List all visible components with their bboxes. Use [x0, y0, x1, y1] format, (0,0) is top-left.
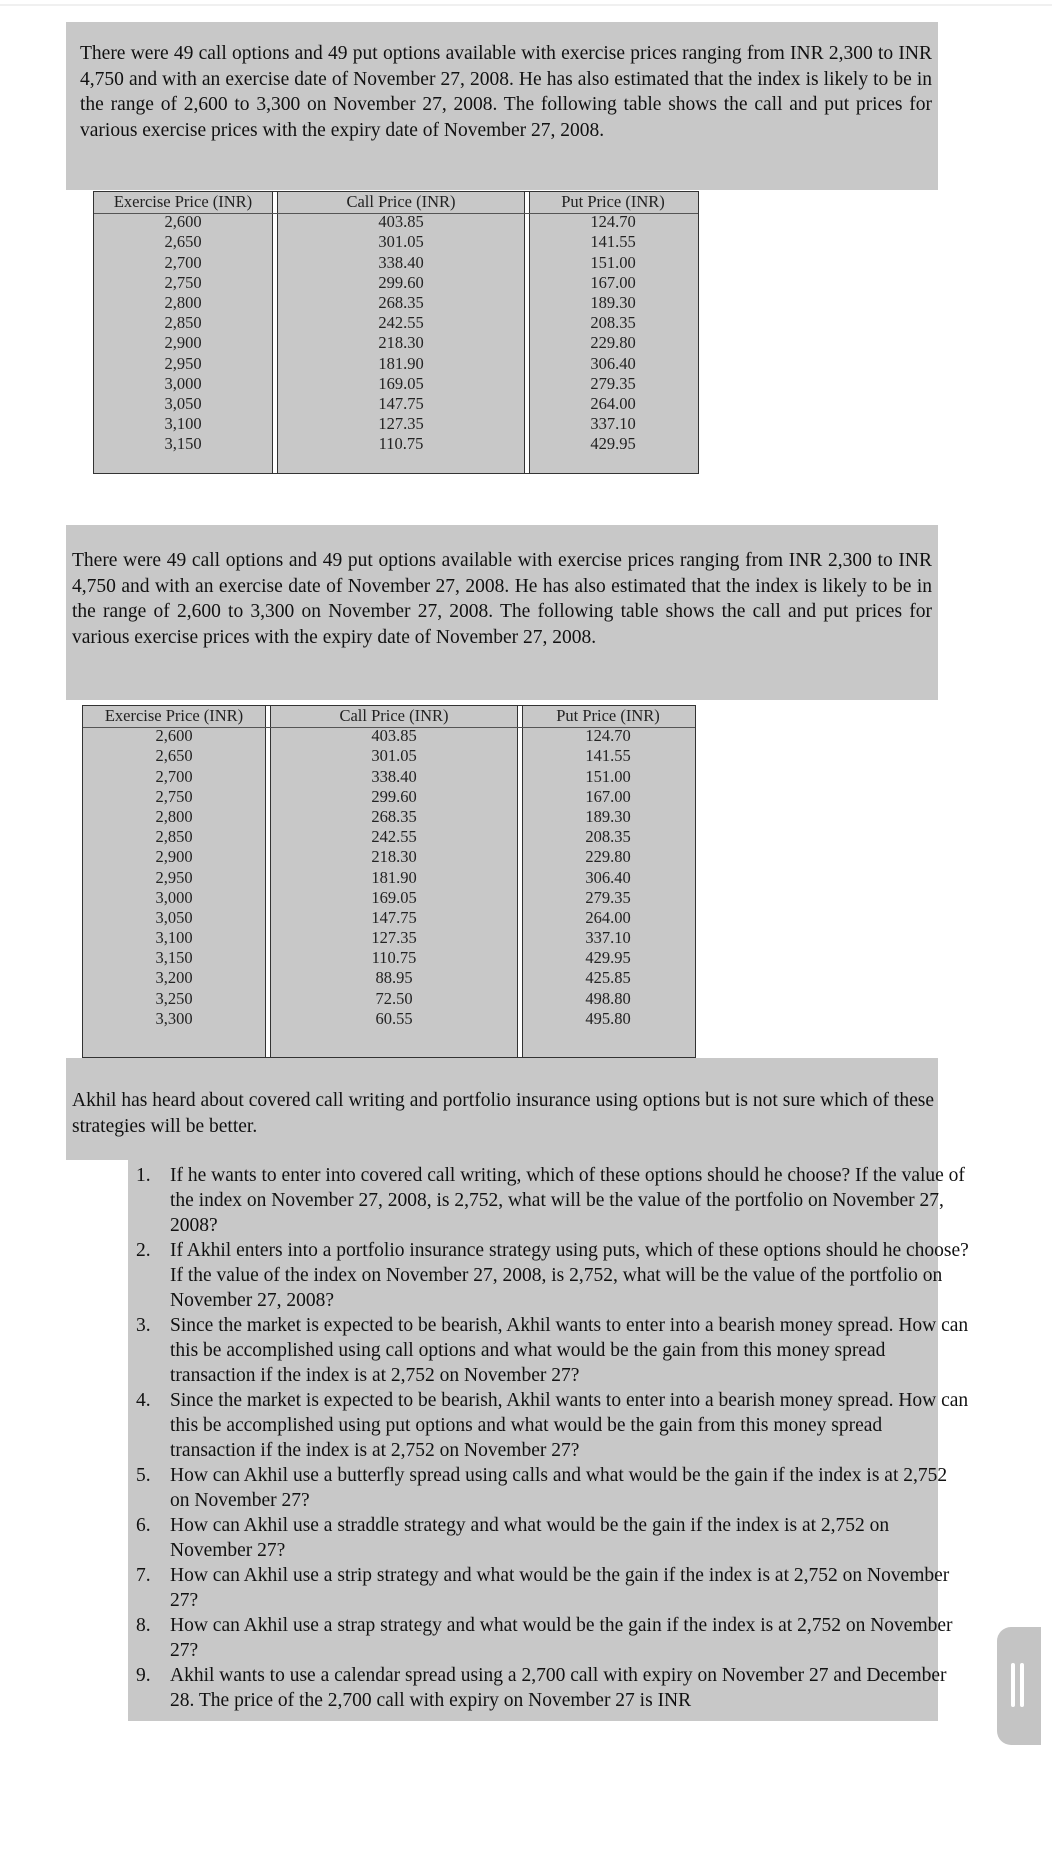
- table-cell: 141.55: [585, 746, 631, 766]
- question-number: 2.: [136, 1240, 151, 1261]
- header-underline: [94, 213, 698, 214]
- table-cell: 72.50: [375, 988, 413, 1008]
- question-item: [136, 1613, 970, 1663]
- table-cell: 189.30: [590, 292, 636, 312]
- table-cell: 127.35: [378, 414, 424, 434]
- table-cell: 229.80: [590, 333, 636, 353]
- table-cell: 3,200: [155, 968, 193, 988]
- table-cell: 181.90: [371, 867, 417, 887]
- table-cell: 299.60: [371, 786, 417, 806]
- column-header: Put Price (INR): [556, 706, 660, 725]
- table-cell: 167.00: [585, 786, 631, 806]
- call-price-column: [271, 706, 517, 1057]
- scroll-grip-line: [1020, 1663, 1024, 1707]
- table-cell: 337.10: [590, 414, 636, 434]
- top-divider: [0, 4, 1052, 6]
- table-cell: 2,600: [164, 212, 202, 232]
- scroll-grip-line: [1011, 1663, 1015, 1707]
- table-cell: 127.35: [371, 928, 417, 948]
- table-cell: 2,950: [164, 353, 202, 373]
- question-item: [136, 1163, 970, 1238]
- question-text: How can Akhil use a butterfly spread using calls and what would be the gain if the index is at 2,752 on November 27?: [170, 1465, 948, 1511]
- table-cell: 242.55: [371, 827, 417, 847]
- question-item: [136, 1463, 970, 1513]
- table-cell: 3,050: [164, 393, 202, 413]
- table-cell: 189.30: [585, 806, 631, 826]
- table-cell: 3,250: [155, 988, 193, 1008]
- table-cell: 2,850: [155, 827, 193, 847]
- table-cell: 167.00: [590, 272, 636, 292]
- question-text: Since the market is expected to be bearish, Akhil wants to enter into a bearish money spread. How can this be accomplished using put options and what would be the gain from this money spread transaction if the index is at 2,752 on November 27?: [170, 1390, 969, 1461]
- exercise-price-column: [83, 706, 265, 1057]
- table-cell: 279.35: [585, 887, 631, 907]
- question-number: 8.: [136, 1615, 151, 1636]
- table-cell: 403.85: [378, 212, 424, 232]
- table-cell: 2,700: [155, 766, 193, 786]
- table-cell: 2,750: [155, 786, 193, 806]
- table-cell: 147.75: [378, 393, 424, 413]
- question-text: How can Akhil use a straddle strategy and what would be the gain if the index is at 2,752 on November 27?: [170, 1515, 890, 1561]
- column-header: Exercise Price (INR): [104, 706, 244, 725]
- call-price-column: [278, 192, 524, 473]
- table-cell: 2,700: [164, 252, 202, 272]
- table-cell: 124.70: [585, 726, 631, 746]
- question-item: [136, 1513, 970, 1563]
- table-cell: 218.30: [371, 847, 417, 867]
- table-cell: 169.05: [378, 373, 424, 393]
- table-cell: 3,000: [155, 887, 193, 907]
- table-cell: 181.90: [378, 353, 424, 373]
- table-cell: 60.55: [375, 1008, 413, 1028]
- table-cell: 208.35: [585, 827, 631, 847]
- table-cell: 229.80: [585, 847, 631, 867]
- table-cell: 338.40: [378, 252, 424, 272]
- options-table-2: [82, 705, 696, 1058]
- table-cell: 338.40: [371, 766, 417, 786]
- table-cell: 110.75: [378, 434, 424, 454]
- table-cell: 208.35: [590, 313, 636, 333]
- question-number: 1.: [136, 1165, 151, 1186]
- question-text: If he wants to enter into covered call writing, which of these options should he choose? If the value of the index on November 27, 2008, is 2,752, what will be the value of the portfolio on November 27, 2008?: [170, 1165, 965, 1236]
- question-number: 7.: [136, 1565, 151, 1586]
- question-text: How can Akhil use a strap strategy and what would be the gain if the index is at 2,752 on November 27?: [170, 1615, 953, 1661]
- question-item: [136, 1238, 970, 1313]
- table-cell: 264.00: [590, 393, 636, 413]
- table-cell: 2,900: [155, 847, 193, 867]
- table-cell: 151.00: [585, 766, 631, 786]
- question-number: 5.: [136, 1465, 151, 1486]
- table-cell: 306.40: [585, 867, 631, 887]
- question-item: [136, 1388, 970, 1463]
- paragraph-2: There were 49 call options and 49 put options available with exercise prices ranging from INR 2,300 to INR 4,750 and with an exercise date of November 27, 2008. He has also estimated that the index is likely to be in the range of 2,600 to 3,300 on November 27, 2008. The following table shows the call and put prices for various exercise prices with the expiry date of November 27, 2008.: [72, 550, 932, 648]
- table-cell: 147.75: [371, 907, 417, 927]
- question-list: [134, 1163, 970, 1713]
- table-cell: 3,000: [164, 373, 202, 393]
- table-cell: 2,800: [155, 806, 193, 826]
- table-cell: 2,850: [164, 313, 202, 333]
- table-cell: 2,950: [155, 867, 193, 887]
- table-cell: 268.35: [378, 292, 424, 312]
- options-table-1: [93, 191, 699, 474]
- scroll-handle[interactable]: [997, 1627, 1041, 1745]
- question-number: 3.: [136, 1315, 151, 1336]
- question-number: 9.: [136, 1665, 151, 1686]
- table-cell: 429.95: [590, 434, 636, 454]
- table-cell: 264.00: [585, 907, 631, 927]
- put-price-column: [530, 192, 696, 473]
- table-cell: 124.70: [590, 212, 636, 232]
- table-cell: 425.85: [585, 968, 631, 988]
- table-cell: 218.30: [378, 333, 424, 353]
- table-cell: 429.95: [585, 948, 631, 968]
- question-text: If Akhil enters into a portfolio insurance strategy using puts, which of these options should he choose? If the value of the index on November 27, 2008, is 2,752, what will be the value of the portfolio on November 27, 2008?: [170, 1240, 969, 1311]
- table-cell: 2,800: [164, 292, 202, 312]
- table-cell: 3,100: [155, 928, 193, 948]
- exercise-price-column: [94, 192, 272, 473]
- table-cell: 337.10: [585, 928, 631, 948]
- table-cell: 151.00: [590, 252, 636, 272]
- question-item: [136, 1313, 970, 1388]
- put-price-column: [523, 706, 693, 1057]
- table-cell: 3,150: [155, 948, 193, 968]
- table-cell: 301.05: [378, 232, 424, 252]
- table-cell: 2,750: [164, 272, 202, 292]
- table-cell: 403.85: [371, 726, 417, 746]
- paragraph-3: Akhil has heard about covered call writing and portfolio insurance using options but is not sure which of these strategies will be better.: [72, 1090, 934, 1137]
- question-item: [136, 1563, 970, 1613]
- table-cell: 495.80: [585, 1008, 631, 1028]
- question-text: How can Akhil use a strip strategy and what would be the gain if the index is at 2,752 on November 27?: [170, 1565, 950, 1611]
- question-text: Since the market is expected to be bearish, Akhil wants to enter into a bearish money spread. How can this be accomplished using call options and what would be the gain from this money spread transaction if the index is at 2,752 on November 27?: [170, 1315, 969, 1386]
- table-cell: 306.40: [590, 353, 636, 373]
- table-cell: 301.05: [371, 746, 417, 766]
- table-cell: 110.75: [371, 948, 417, 968]
- table-cell: 268.35: [371, 806, 417, 826]
- table-cell: 2,650: [164, 232, 202, 252]
- table-cell: 3,300: [155, 1008, 193, 1028]
- table-cell: 3,050: [155, 907, 193, 927]
- table-cell: 88.95: [375, 968, 413, 988]
- column-header: Exercise Price (INR): [113, 192, 253, 211]
- table-cell: 242.55: [378, 313, 424, 333]
- table-cell: 2,900: [164, 333, 202, 353]
- column-header: Call Price (INR): [346, 192, 456, 211]
- table-cell: 2,600: [155, 726, 193, 746]
- header-underline: [83, 727, 695, 728]
- question-number: 6.: [136, 1515, 151, 1536]
- column-header: Put Price (INR): [561, 192, 665, 211]
- table-cell: 169.05: [371, 887, 417, 907]
- question-item: [136, 1663, 970, 1713]
- table-cell: 299.60: [378, 272, 424, 292]
- table-cell: 3,150: [164, 434, 202, 454]
- question-text: Akhil wants to use a calendar spread using a 2,700 call with expiry on November 27 and December 28. The price of the 2,700 call with expiry on November 27 is INR: [170, 1665, 947, 1711]
- table-cell: 498.80: [585, 988, 631, 1008]
- column-header: Call Price (INR): [339, 706, 449, 725]
- table-cell: 141.55: [590, 232, 636, 252]
- question-number: 4.: [136, 1390, 151, 1411]
- table-cell: 279.35: [590, 373, 636, 393]
- paragraph-1: There were 49 call options and 49 put options available with exercise prices ranging from INR 2,300 to INR 4,750 and with an exercise date of November 27, 2008. He has also estimated that the index is likely to be in the range of 2,600 to 3,300 on November 27, 2008. The following table shows the call and put prices for various exercise prices with the expiry date of November 27, 2008.: [80, 43, 932, 141]
- table-cell: 2,650: [155, 746, 193, 766]
- table-cell: 3,100: [164, 414, 202, 434]
